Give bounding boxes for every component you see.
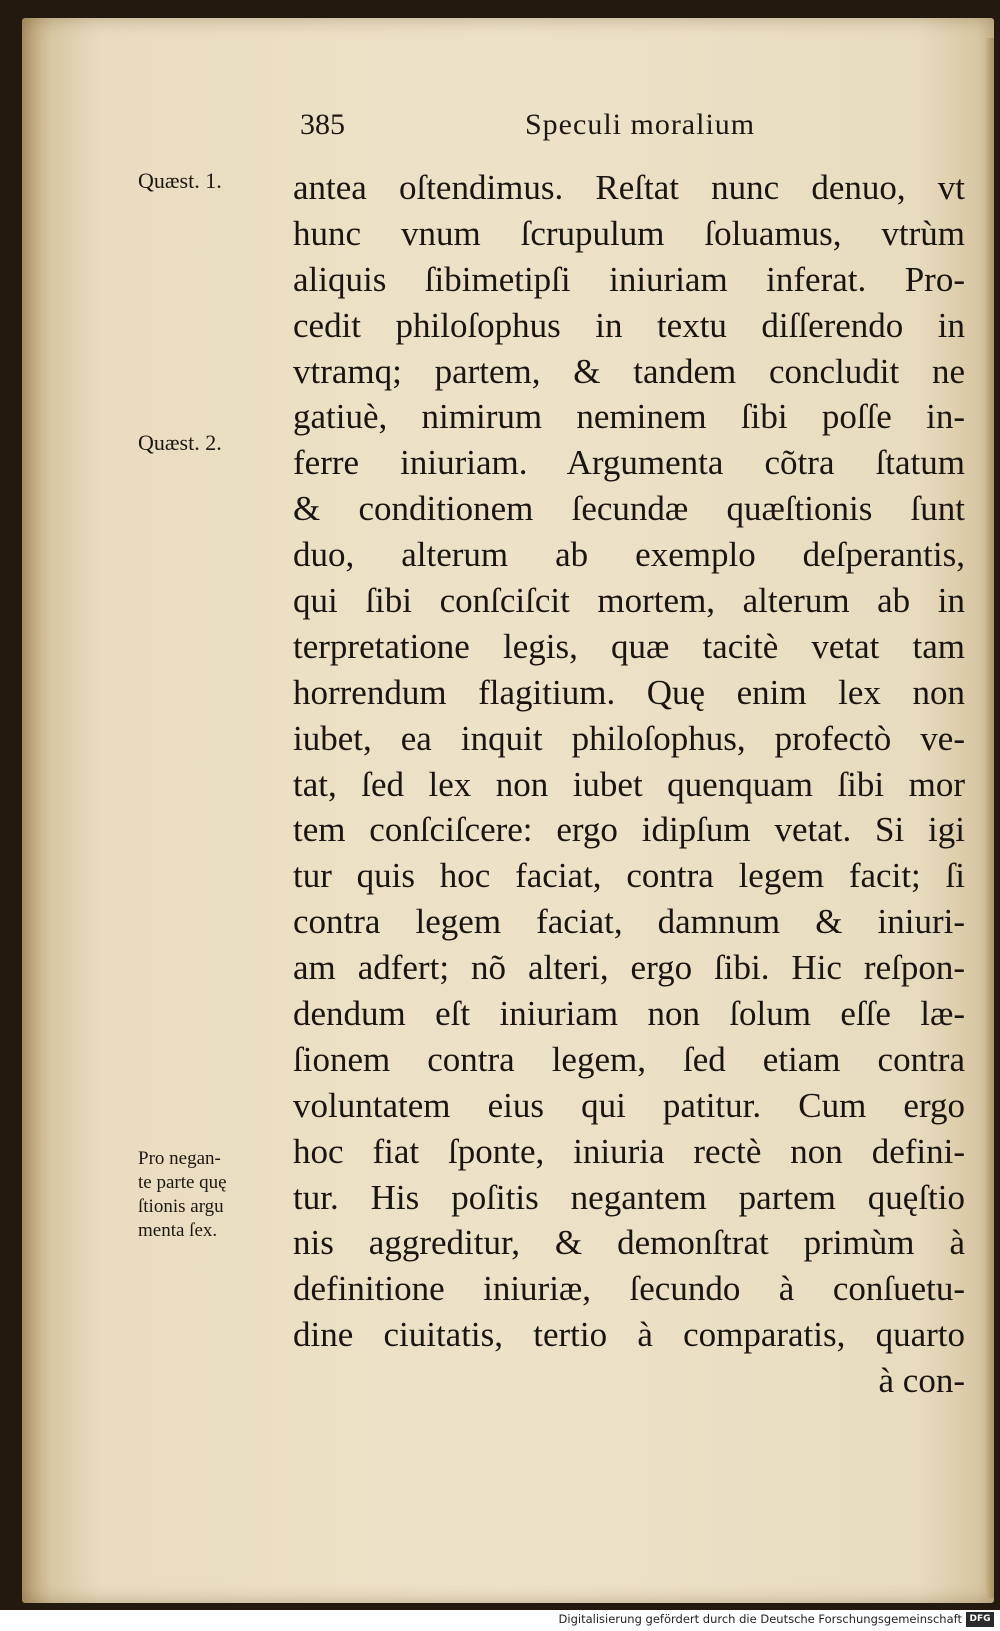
margin-note-line: Pro negan- (138, 1148, 221, 1169)
margin-note-quaest-1: Quæst. 1. (138, 168, 222, 193)
body-line: tem conſciſcere: ergo idipſum vetat. Si igi (293, 810, 965, 850)
body-line: tur quis hoc faciat, contra legem facit; ſi (293, 856, 965, 896)
margin-note-line: ſtionis argu (138, 1196, 224, 1217)
body-line: qui ſibi conſciſcit mortem, alterum ab in (293, 581, 965, 621)
body-line: gatiuè, nimirum neminem ſibi poſſe in- (293, 397, 965, 437)
body-line: antea oſtendimus. Reſtat nunc denuo, vt (293, 168, 965, 207)
body-line: hoc fiat ſponte, iniuria rectè non defini- (293, 1131, 965, 1171)
body-line: cedit philoſophus in textu diſſerendo in (293, 305, 965, 345)
page-header (0, 108, 1000, 148)
body-line: duo, alterum ab exemplo deſperantis, (293, 535, 965, 575)
dfg-logo-icon: DFG (966, 1612, 994, 1627)
body-line: hunc vnum ſcrupulum ſoluamus, vtrùm (293, 213, 965, 253)
funding-credit: Digitalisierung gefördert durch die Deutsche Forschungsgemeinschaft (558, 1612, 962, 1626)
digitization-footer (0, 1610, 1000, 1631)
body-line: terpretatione legis, quæ tacitè vetat tam (293, 626, 965, 666)
body-line: am adfert; nõ alteri, ergo ſibi. Hic reſpon- (293, 948, 965, 988)
body-line: dendum eſt iniuriam non ſolum eſſe læ- (293, 994, 965, 1034)
body-line: ferre iniuriam. Argumenta cõtra ſtatum (293, 443, 965, 483)
body-line: aliquis ſibimetipſi iniuriam inferat. Pro- (293, 259, 965, 299)
body-text (293, 165, 965, 1404)
catchword: à con- (878, 1361, 965, 1401)
margin-note-line: te parte quę (138, 1172, 227, 1193)
margin-note-pro-negante (138, 1147, 227, 1243)
page-edge (986, 38, 994, 1598)
page-number: 385 (300, 108, 345, 141)
body-line: dine ciuitatis, tertio à comparatis, quarto (293, 1315, 965, 1355)
body-line: contra legem faciat, damnum & iniuri- (293, 902, 965, 942)
body-line: definitione iniuriæ, ſecundo à conſuetu- (293, 1269, 965, 1309)
body-line: horrendum flagitium. Quę enim lex non (293, 672, 965, 712)
margin-note-line: menta ſex. (138, 1220, 218, 1241)
body-line: voluntatem eius qui patitur. Cum ergo (293, 1085, 965, 1125)
body-line: vtramq; partem, & tandem concludit ne (293, 351, 965, 391)
body-line: iubet, ea inquit philoſophus, profectò ve- (293, 718, 965, 758)
body-line: tur. His poſitis negantem partem quęſtio (293, 1177, 965, 1217)
running-title: Speculi moralium (525, 108, 756, 141)
body-line: ſionem contra legem, ſed etiam contra (293, 1039, 965, 1079)
body-line: tat, ſed lex non iubet quenquam ſibi mor (293, 764, 965, 804)
body-line: & conditionem ſecundæ quæſtionis ſunt (293, 489, 965, 529)
body-line: nis aggreditur, & demonſtrat primùm à (293, 1223, 965, 1263)
margin-note-quaest-2: Quæst. 2. (138, 430, 222, 455)
